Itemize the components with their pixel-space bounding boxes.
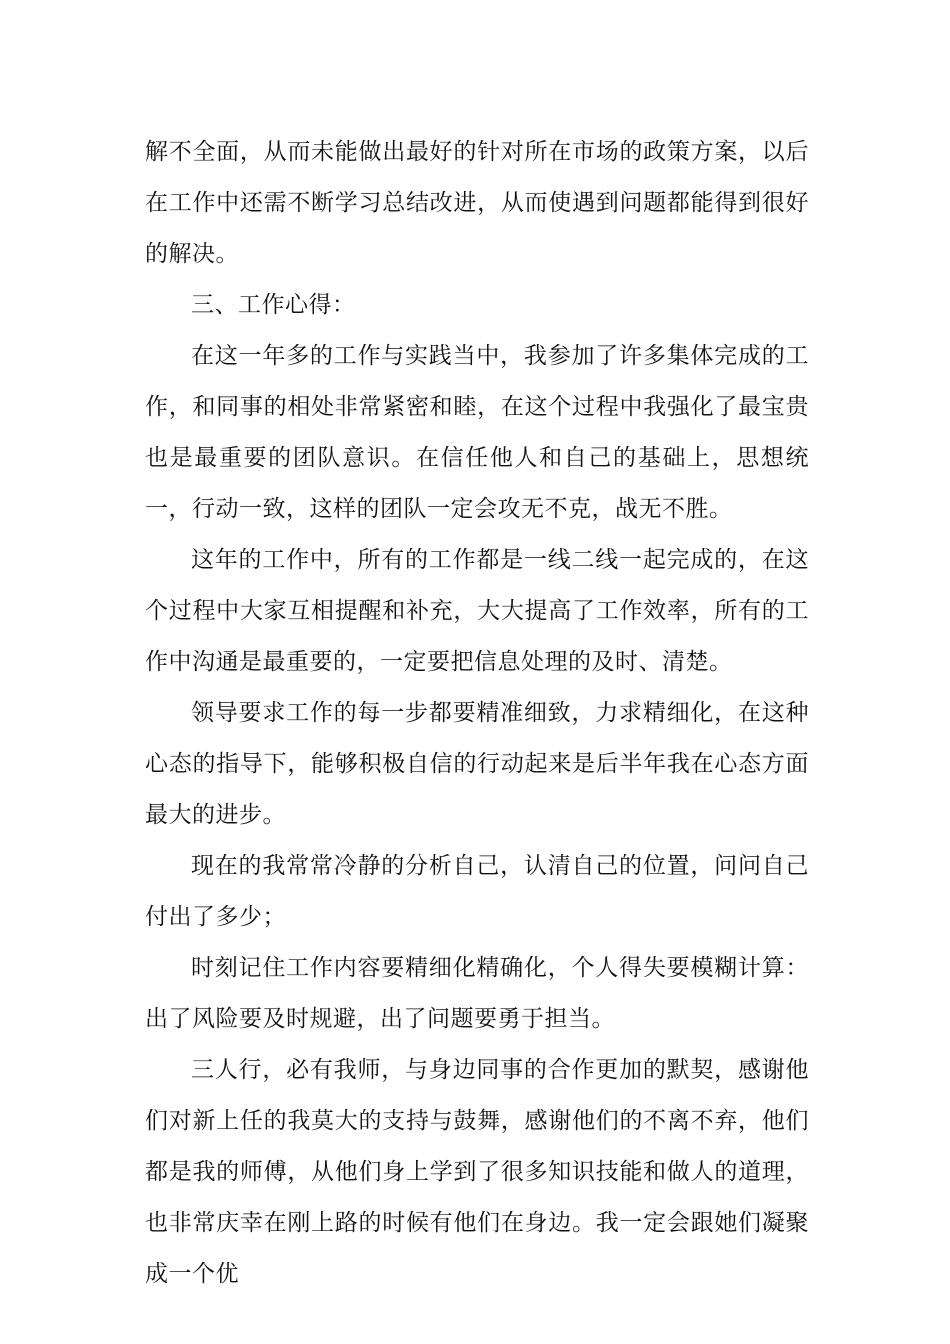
- section-heading-work-insights: 三、工作心得：: [191, 292, 356, 318]
- paragraph-precision: 领导要求工作的每一步都要精准细致，力求精细化，在这种心态的指导下，能够积极自信的行动起来是后半年我在心态方面最大的进步。: [145, 700, 809, 828]
- paragraph-responsibility: 时刻记住工作内容要精细化精确化，个人得失要模糊计算：出了风险要及时规避，出了问题要勇于担当。: [145, 955, 809, 1032]
- paragraph-colleagues: 三人行，必有我师，与身边同事的合作更加的默契，感谢他们对新上任的我莫大的支持与鼓舞，感谢他们的不离不弃，他们都是我的师傅，从他们身上学到了很多知识技能和做人的道理，也非常庆幸在刚上路的时候有他们在身边。我一定会跟她们凝聚成一个优: [145, 1057, 809, 1287]
- paragraph-self-reflection: 现在的我常常冷静的分析自己，认清自己的位置，问问自己付出了多少；: [145, 853, 809, 930]
- paragraph-team-awareness: 在这一年多的工作与实践当中，我参加了许多集体完成的工作，和同事的相处非常紧密和睦，在这个过程中我强化了最宝贵也是最重要的团队意识。在信任他人和自己的基础上，思想统一，行动一致，这样的团队一定会攻无不克，战无不胜。: [145, 343, 809, 522]
- paragraph-continuation: 解不全面，从而未能做出最好的针对所在市场的政策方案，以后在工作中还需不断学习总结改进，从而使遇到问题都能得到很好的解决。: [145, 139, 809, 267]
- paragraph-communication: 这年的工作中，所有的工作都是一线二线一起完成的，在这个过程中大家互相提醒和补充，大大提高了工作效率，所有的工作中沟通是最重要的，一定要把信息处理的及时、清楚。: [145, 547, 809, 675]
- document-body: [145, 127, 809, 1300]
